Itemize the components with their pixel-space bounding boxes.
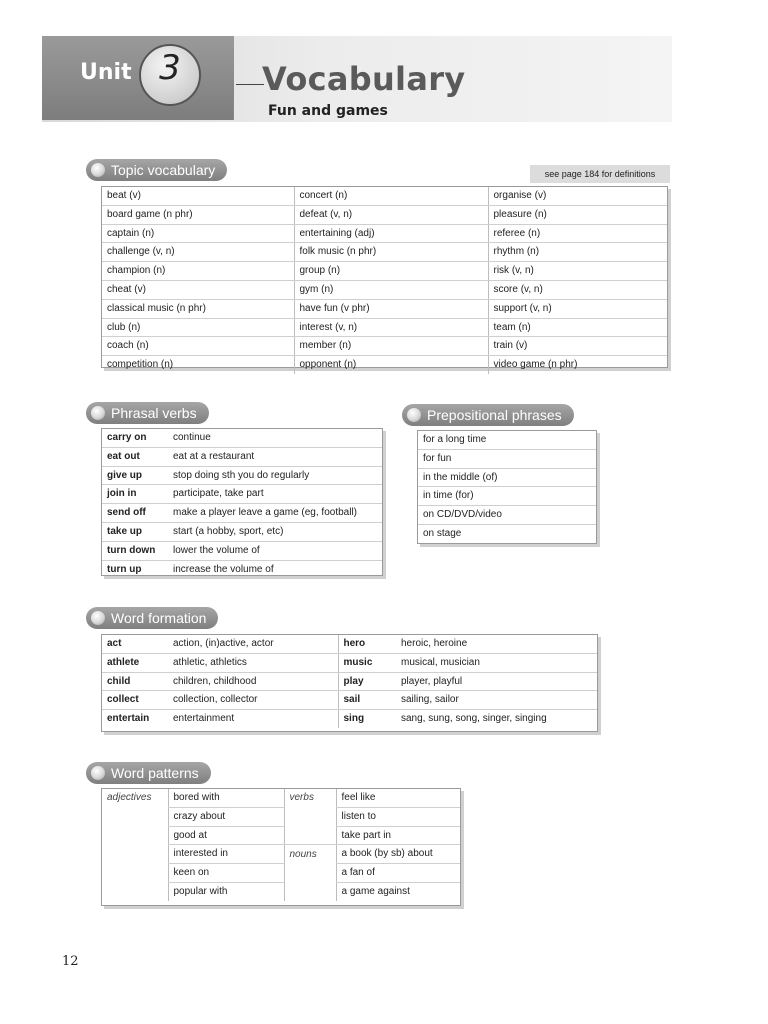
verb-pattern: listen to [336, 807, 460, 826]
word-pattern-row [102, 882, 460, 900]
phrasal-verb: eat out [102, 447, 168, 466]
word-pattern-row [102, 807, 460, 826]
word-formation-row [102, 672, 597, 691]
word-formation-row [102, 635, 597, 653]
section-heading-word-patterns: Word patterns [86, 762, 211, 784]
verb-pattern: take part in [336, 826, 460, 845]
pattern-category [102, 826, 168, 845]
word-formation-table [101, 634, 598, 732]
word-formation-row [102, 710, 597, 728]
pattern-category [284, 826, 336, 845]
phrasal-verbs-table [101, 428, 383, 576]
vocab-term: pleasure (n) [488, 205, 667, 224]
pattern-category [284, 807, 336, 826]
prepositional-phrase-row [418, 524, 596, 542]
derived-forms: musical, musician [396, 653, 597, 672]
adjective-pattern: popular with [168, 882, 284, 900]
prepositional-phrase: in time (for) [418, 487, 596, 506]
noun-pattern: a book (by sb) about [336, 845, 460, 864]
topic-row [102, 337, 667, 356]
vocab-term: competition (n) [107, 359, 174, 371]
phrasal-verb-row [102, 560, 382, 578]
vocab-term: gym (n) [294, 280, 488, 299]
adjective-pattern: bored with [168, 789, 284, 807]
noun-pattern: a fan of [336, 864, 460, 883]
phrasal-verb-definition: participate, take part [168, 485, 382, 504]
vocab-term: video game (n phr) [488, 356, 667, 374]
word-pattern-row [102, 864, 460, 883]
pattern-category [102, 864, 168, 883]
phrasal-verb-definition: stop doing sth you do regularly [168, 466, 382, 485]
unit-number: 3 [159, 48, 181, 88]
unit-label: Unit [80, 60, 132, 85]
base-word: collect [102, 691, 168, 710]
base-word: entertain [107, 713, 150, 725]
prepositional-phrase-row [418, 449, 596, 468]
word-pattern-row [102, 826, 460, 845]
vocab-term: opponent (n) [294, 356, 488, 374]
vocab-term: member (n) [294, 337, 488, 356]
word-patterns-table [101, 788, 461, 906]
base-word: sail [338, 691, 396, 710]
pattern-category: verbs [284, 789, 336, 807]
vocab-term: risk (v, n) [488, 262, 667, 281]
word-pattern-row [102, 789, 460, 807]
topic-row [102, 280, 667, 299]
vocab-term: rhythm (n) [488, 243, 667, 262]
vocab-term: score (v, n) [488, 280, 667, 299]
vocab-term: folk music (n phr) [294, 243, 488, 262]
unit-tab [42, 36, 234, 120]
prepositional-phrases-table [417, 430, 597, 544]
pattern-category: nouns [284, 845, 336, 864]
vocab-term: club (n) [102, 318, 294, 337]
word-pattern-row [102, 845, 460, 864]
phrasal-verb: turn up [107, 563, 142, 575]
prepositional-phrase: on stage [423, 527, 462, 539]
vocab-term: captain (n) [102, 224, 294, 243]
vocab-term: coach (n) [102, 337, 294, 356]
derived-forms: player, playful [396, 672, 597, 691]
topic-row [102, 224, 667, 243]
prepositional-phrase-row [418, 487, 596, 506]
derived-forms: sang, sung, song, singer, singing [401, 713, 547, 725]
phrasal-verb-definition: start (a hobby, sport, etc) [168, 522, 382, 541]
phrasal-verb: send off [102, 504, 168, 523]
topic-row [102, 262, 667, 281]
vocab-term: defeat (v, n) [294, 205, 488, 224]
phrasal-verb: carry on [102, 429, 168, 447]
derived-forms: entertainment [173, 713, 235, 725]
base-word: music [338, 653, 396, 672]
section-heading-topic-vocabulary: Topic vocabulary [86, 159, 227, 181]
adjective-pattern: good at [168, 826, 284, 845]
base-word: act [102, 635, 168, 653]
base-word: sing [338, 710, 396, 728]
vocab-term: referee (n) [488, 224, 667, 243]
topic-row [102, 318, 667, 337]
phrasal-verb-row [102, 522, 382, 541]
vocab-term: support (v, n) [488, 299, 667, 318]
phrasal-verb-row [102, 504, 382, 523]
pattern-category [102, 882, 168, 900]
vocab-term: cheat (v) [102, 280, 294, 299]
vocab-term: beat (v) [102, 187, 294, 205]
vocab-term: challenge (v, n) [102, 243, 294, 262]
phrasal-verb-row [102, 541, 382, 560]
phrasal-verb: turn down [102, 541, 168, 560]
base-word: play [338, 672, 396, 691]
derived-forms: collection, collector [168, 691, 338, 710]
page-title: Vocabulary [262, 60, 466, 98]
page-number: 12 [62, 954, 79, 969]
vocab-term: team (n) [488, 318, 667, 337]
phrasal-verb-row [102, 447, 382, 466]
prepositional-phrase-row [418, 468, 596, 487]
section-heading-phrasal-verbs: Phrasal verbs [86, 402, 209, 424]
section-heading-word-formation: Word formation [86, 607, 218, 629]
page-subtitle: Fun and games [268, 103, 388, 119]
prepositional-phrase: on CD/DVD/video [418, 506, 596, 525]
phrasal-verb-definition: lower the volume of [168, 541, 382, 560]
section-heading-prepositional-phrases: Prepositional phrases [402, 404, 574, 426]
phrasal-verb-row [102, 485, 382, 504]
derived-forms: sailing, sailor [396, 691, 597, 710]
vocab-term: have fun (v phr) [294, 299, 488, 318]
topic-row [102, 356, 667, 374]
definitions-note: see page 184 for definitions [530, 165, 670, 183]
topic-row [102, 243, 667, 262]
phrasal-verb: give up [102, 466, 168, 485]
adjective-pattern: crazy about [168, 807, 284, 826]
bullet-circle-icon [91, 766, 105, 780]
derived-forms: action, (in)active, actor [168, 635, 338, 653]
prepositional-phrase-row [418, 506, 596, 525]
vocab-term: interest (v, n) [294, 318, 488, 337]
bullet-circle-icon [91, 163, 105, 177]
vocab-term: classical music (n phr) [102, 299, 294, 318]
vocab-term: entertaining (adj) [294, 224, 488, 243]
prepositional-phrase: for fun [418, 449, 596, 468]
topic-row [102, 299, 667, 318]
adjective-pattern: keen on [168, 864, 284, 883]
pattern-category [102, 807, 168, 826]
phrasal-verb-row [102, 466, 382, 485]
derived-forms: children, childhood [168, 672, 338, 691]
phrasal-verb-definition: eat at a restaurant [168, 447, 382, 466]
pattern-category [284, 882, 336, 900]
header-divider [233, 96, 234, 120]
adjective-pattern: interested in [168, 845, 284, 864]
verb-pattern: feel like [336, 789, 460, 807]
topic-row [102, 187, 667, 205]
vocab-term: board game (n phr) [102, 205, 294, 224]
base-word: athlete [102, 653, 168, 672]
vocab-term: concert (n) [294, 187, 488, 205]
prepositional-phrase: in the middle (of) [418, 468, 596, 487]
derived-forms: heroic, heroine [396, 635, 597, 653]
noun-pattern: a game against [336, 882, 460, 900]
header-rule [236, 84, 264, 85]
prepositional-phrase: for a long time [418, 431, 596, 449]
base-word: hero [338, 635, 396, 653]
bullet-circle-icon [91, 611, 105, 625]
bullet-circle-icon [407, 408, 421, 422]
bullet-circle-icon [91, 406, 105, 420]
word-formation-row [102, 653, 597, 672]
pattern-category [102, 845, 168, 864]
vocab-term: organise (v) [488, 187, 667, 205]
vocab-term: train (v) [488, 337, 667, 356]
phrasal-verb-definition: continue [168, 429, 382, 447]
base-word: child [102, 672, 168, 691]
topic-vocabulary-table [101, 186, 668, 371]
pattern-category: adjectives [107, 792, 152, 804]
phrasal-verb: take up [102, 522, 168, 541]
topic-row [102, 205, 667, 224]
pattern-category [284, 864, 336, 883]
vocab-term: group (n) [294, 262, 488, 281]
derived-forms: athletic, athletics [168, 653, 338, 672]
word-formation-row [102, 691, 597, 710]
phrasal-verb-row [102, 429, 382, 447]
vocab-term: champion (n) [102, 262, 294, 281]
phrasal-verb-definition: make a player leave a game (eg, football) [168, 504, 382, 523]
phrasal-verb: join in [102, 485, 168, 504]
phrasal-verb-definition: increase the volume of [173, 563, 274, 575]
prepositional-phrase-row [418, 431, 596, 449]
